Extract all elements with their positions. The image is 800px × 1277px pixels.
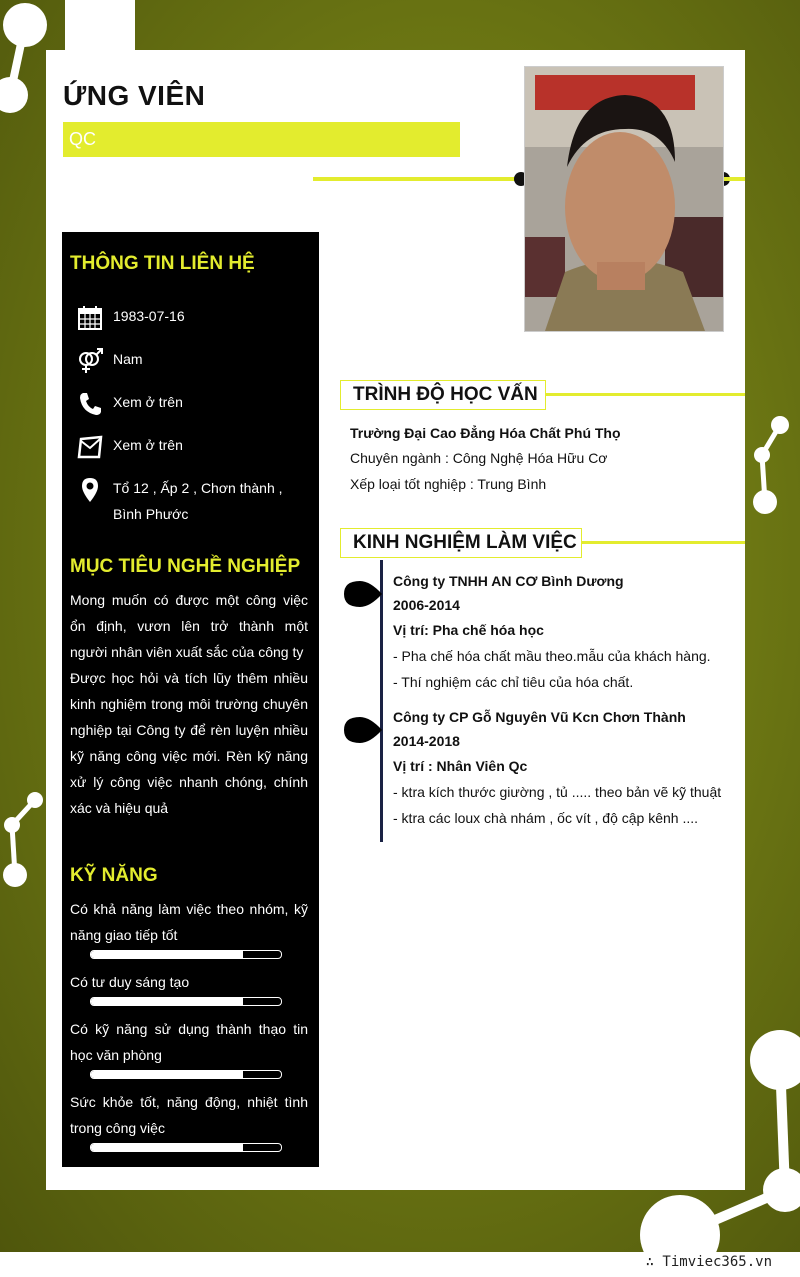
- phone-text: Xem ở trên: [113, 394, 183, 410]
- phone-icon: [76, 390, 104, 418]
- job-task: - ktra các loux chà nhám , ốc vít , độ cập kênh ....: [393, 810, 699, 826]
- skill-item: Sức khỏe tốt, năng động, nhiệt tình trong công việc: [70, 1094, 308, 1136]
- timeline-marker-icon: [344, 581, 382, 607]
- footer-brand[interactable]: ∴ Timviec365.vn: [645, 1254, 772, 1270]
- skill-item: Có tư duy sáng tạo: [70, 974, 190, 990]
- education-major: Chuyên ngành : Công Nghệ Hóa Hữu Cơ: [350, 450, 608, 466]
- education-section-title: TRÌNH ĐỘ HỌC VẤN: [340, 380, 546, 410]
- contact-item-birthdate: [76, 304, 306, 332]
- objective-section-title: MỤC TIÊU NGHỀ NGHIỆP: [70, 556, 301, 577]
- skill-level-bar: [90, 997, 282, 1006]
- skill-level-bar: [90, 950, 282, 959]
- job-task: - ktra kích thước giường , tủ ..... theo bản vẽ kỹ thuật: [393, 784, 722, 800]
- contact-item-address: [76, 476, 306, 527]
- molecule-decoration-left: [0, 780, 50, 890]
- contact-item-email: [76, 433, 306, 461]
- skills-section-title: KỸ NĂNG: [70, 865, 158, 886]
- job-title-bar: [63, 122, 460, 157]
- address-text: Tổ 12 , Ấp 2 , Chơn thành , Bình Phước: [113, 480, 283, 522]
- candidate-photo: [524, 66, 724, 332]
- gender-icon: [76, 347, 104, 375]
- calendar-icon: [76, 304, 104, 332]
- skill-item: Có kỹ năng sử dụng thành thạo tin học văn phòng: [70, 1021, 308, 1063]
- objective-text: Mong muốn có được một công việc ổn định, vươn lên trở thành một người nhân viên xuất sắc của công ty Được học hỏi và tích lũy thêm nhiều kinh nghiệm trong môi trường chuyên nghiệp tại Công ty để rèn luyện nhiều kỹ năng công việc mới. Rèn kỹ năng xử lý công việc nhanh chóng, chính xác và hiệu quả: [70, 592, 308, 816]
- birthdate-text: 1983-07-16: [113, 308, 185, 324]
- job-company: Công ty CP Gỗ Nguyên Vũ Kcn Chơn Thành: [393, 709, 686, 725]
- timeline-marker-icon: [344, 717, 382, 743]
- contact-section-title: THÔNG TIN LIÊN HỆ: [70, 253, 255, 274]
- job-task: - Pha chế hóa chất mầu theo.mẫu của khách hàng.: [393, 648, 711, 664]
- education-school: Trường Đại Cao Đẳng Hóa Chất Phú Thọ: [350, 425, 621, 441]
- location-icon: [76, 476, 104, 504]
- email-icon: [76, 433, 104, 461]
- experience-heading-line: [582, 541, 745, 544]
- job-period: 2014-2018: [393, 733, 460, 749]
- job-company: Công ty TNHH AN CƠ Bình Dương: [393, 573, 624, 589]
- job-position: Vị trí: Pha chế hóa học: [393, 622, 544, 638]
- header-divider-line-right: [722, 177, 745, 181]
- header-divider-line: [313, 177, 525, 181]
- job-period: 2006-2014: [393, 597, 460, 613]
- skill-level-bar: [90, 1070, 282, 1079]
- molecule-decoration-right: [740, 410, 800, 520]
- job-position: Vị trí : Nhân Viên Qc: [393, 758, 528, 774]
- contact-item-phone: [76, 390, 306, 418]
- email-text: Xem ở trên: [113, 437, 183, 453]
- skill-item: Có khả năng làm việc theo nhóm, kỹ năng giao tiếp tốt: [70, 901, 308, 943]
- education-heading-line: [544, 393, 745, 396]
- education-grade: Xếp loại tốt nghiệp : Trung Bình: [350, 476, 547, 492]
- skill-level-bar: [90, 1143, 282, 1152]
- job-task: - Thí nghiệm các chỉ tiêu của hóa chất.: [393, 674, 634, 690]
- experience-section-title: KINH NGHIỆM LÀM VIỆC: [340, 528, 582, 558]
- gender-text: Nam: [113, 351, 143, 367]
- candidate-name: ỨNG VIÊN: [63, 80, 206, 111]
- job-title: QC: [69, 129, 96, 149]
- contact-item-gender: [76, 347, 306, 375]
